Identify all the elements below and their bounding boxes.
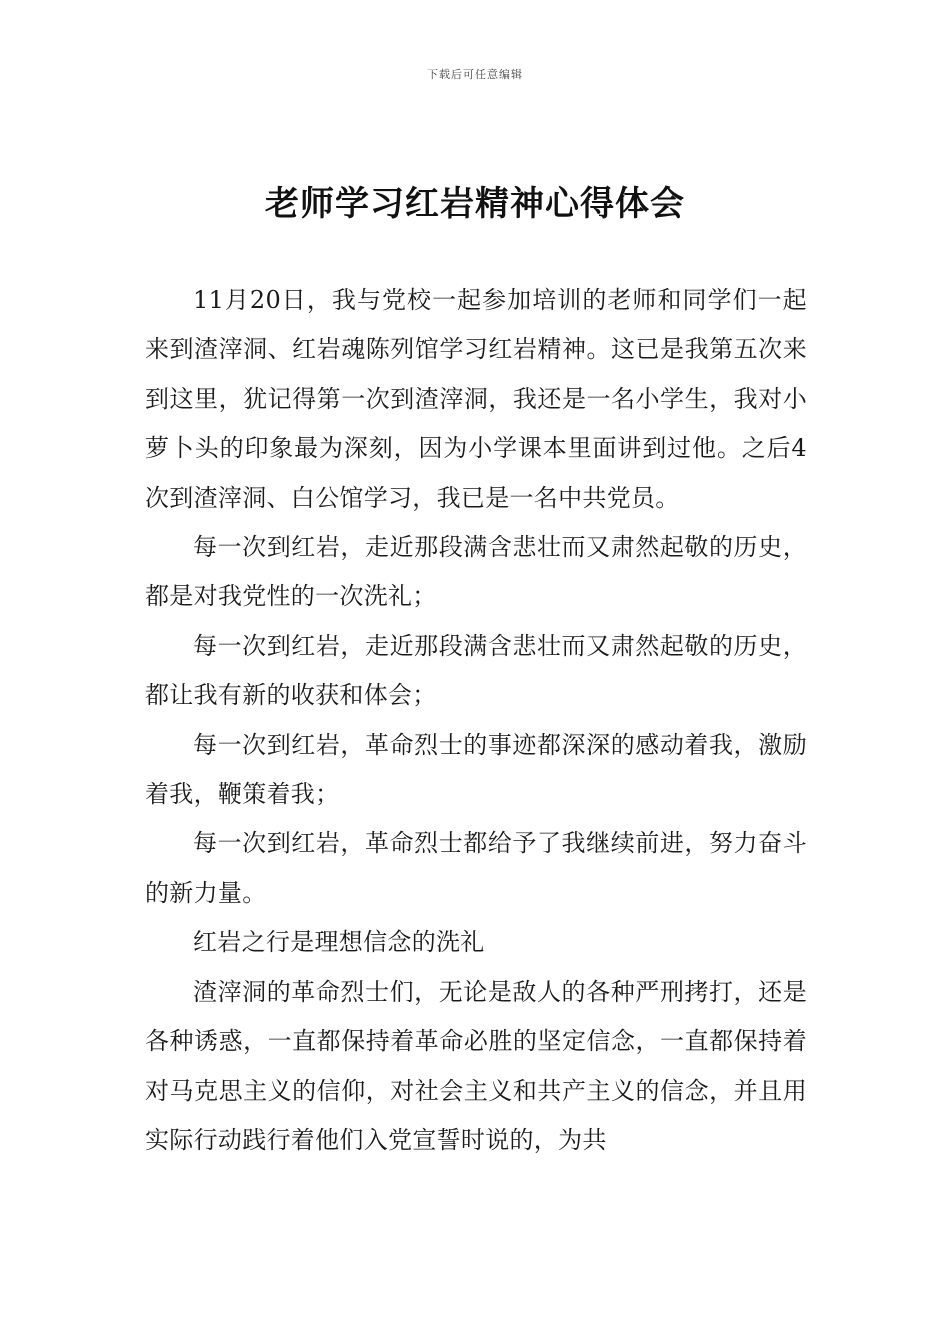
document-title: 老师学习红岩精神心得体会 xyxy=(265,184,685,224)
paragraph: 11月20日，我与党校一起参加培训的老师和同学们一起来到渣滓洞、红岩魂陈列馆学习红岩精神。这已是我第五次来到这里，犹记得第一次到渣滓洞，我还是一名小学生，我对小萝卜头的印象最为深刻，因为小学课本里面讲到过他。之后4次到渣滓洞、白公馆学习，我已是一名中共党员。 xyxy=(145,286,807,512)
paragraph: 每一次到红岩，走近那段满含悲壮而又肃然起敬的历史，都让我有新的收获和体会； xyxy=(145,631,807,710)
section-heading: 红岩之行是理想信念的洗礼 xyxy=(193,928,485,957)
paragraph: 每一次到红岩，革命烈士都给予了我继续前进，努力奋斗的新力量。 xyxy=(145,829,807,907)
document-body xyxy=(145,276,807,1165)
paragraph: 每一次到红岩，走近那段满含悲壮而又肃然起敬的历史，都是对我党性的一次洗礼； xyxy=(145,533,807,611)
paragraph: 每一次到红岩，革命烈士的事迹都深深的感动着我，激励着我，鞭策着我； xyxy=(145,730,807,809)
paragraph: 渣滓洞的革命烈士们，无论是敌人的各种严刑拷打，还是各种诱惑，一直都保持着革命必胜的坚定信念，一直都保持着对马克思主义的信仰，对社会主义和共产主义的信念，并且用实际行动践行着他们入党宣誓时说的，为共 xyxy=(145,977,807,1154)
header-note: 下载后可任意编辑 xyxy=(427,68,523,81)
